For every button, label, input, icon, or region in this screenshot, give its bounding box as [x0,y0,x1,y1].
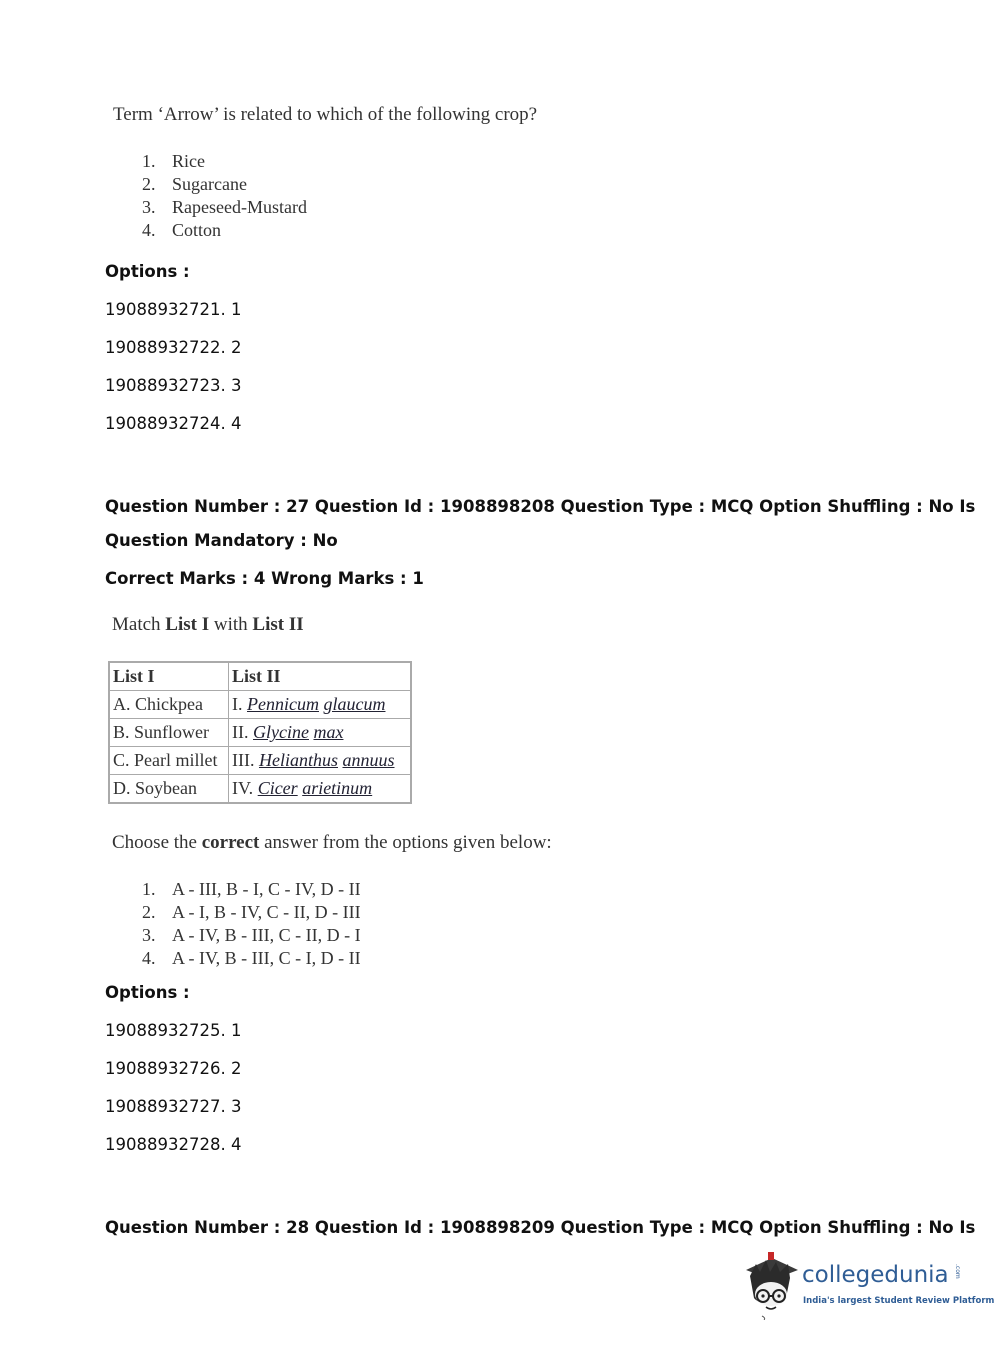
choice-item: 1. A - III, B - I, C - IV, D - II [142,879,361,899]
option-id: 19088932722. 2 [105,338,242,357]
question-28-meta: Question Number : 28 Question Id : 1908898209 Question Type : MCQ Option Shuffling : No Is [105,1218,976,1237]
column-header: List I [109,662,229,691]
option-id: 19088932723. 3 [105,376,242,395]
choice-item: 4. A - IV, B - III, C - I, D - II [142,948,361,968]
option-id: 19088932724. 4 [105,414,242,433]
collegedunia-logo [742,1250,995,1320]
option-id: 19088932725. 1 [105,1021,242,1040]
list-ii-cell: II. Glycine max [229,719,412,747]
choice-item: 4. Cotton [142,220,222,240]
marks-info: Correct Marks : 4 Wrong Marks : 1 [105,569,424,588]
list-i-cell: B. Sunflower [109,719,229,747]
choice-item: 2. A - I, B - IV, C - II, D - III [142,902,361,922]
choice-item: 3. Rapeseed-Mustard [142,197,307,217]
option-id: 19088932726. 2 [105,1059,242,1078]
match-table [108,661,412,804]
choice-item: 2. Sugarcane [142,174,247,194]
table-header-row [109,662,411,691]
list-i-cell: A. Chickpea [109,691,229,719]
list-ii-cell: III. Helianthus annuus [229,747,412,775]
choice-item: 3. A - IV, B - III, C - II, D - I [142,925,361,945]
logo-name: collegedunia [802,1262,949,1288]
question-27-choices [142,878,361,970]
option-id: 19088932721. 1 [105,300,242,319]
table-row [109,775,411,804]
mascot-icon [742,1250,800,1320]
option-id: 19088932728. 4 [105,1135,242,1154]
column-header: List II [229,662,412,691]
list-i-cell: C. Pearl millet [109,747,229,775]
options-label: Options : [105,262,190,281]
list-i-cell: D. Soybean [109,775,229,804]
logo-dotcom: .com [954,1264,961,1279]
options-label: Options : [105,983,190,1002]
choice-item: 1. Rice [142,151,205,171]
question-26-choices [142,150,307,242]
list-ii-cell: IV. Cicer arietinum [229,775,412,804]
question-mandatory: Question Mandatory : No [105,531,338,550]
logo-tagline: India's largest Student Review Platform [803,1296,995,1306]
question-26-text: Term ‘Arrow’ is related to which of the following crop? [113,104,538,125]
table-row [109,719,411,747]
choose-instruction: Choose the correct answer from the options given below: [112,832,552,853]
question-27-meta: Question Number : 27 Question Id : 1908898208 Question Type : MCQ Option Shuffling : No Is [105,497,976,516]
option-id: 19088932727. 3 [105,1097,242,1116]
list-ii-cell: I. Pennicum glaucum [229,691,412,719]
table-row [109,747,411,775]
question-27-text: Match List I with List II [112,614,304,635]
table-row [109,691,411,719]
